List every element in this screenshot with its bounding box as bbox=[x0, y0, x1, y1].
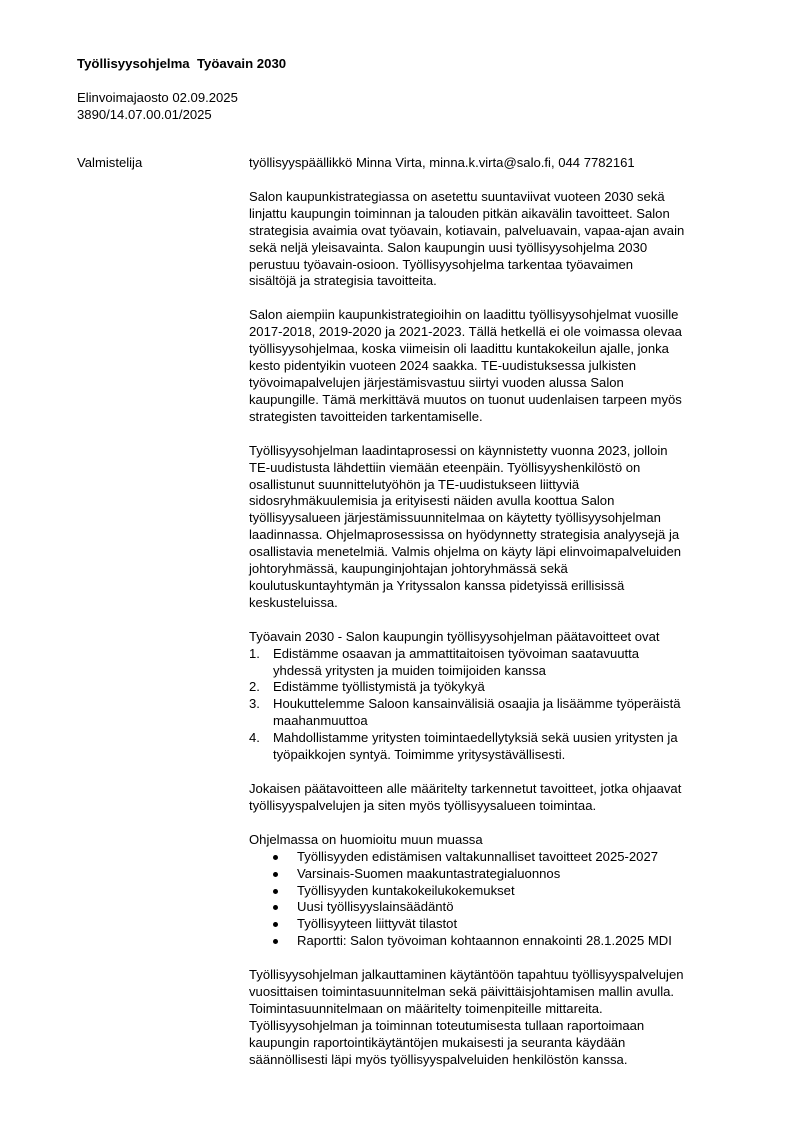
goals-list bbox=[249, 646, 741, 764]
goal-item bbox=[249, 646, 741, 680]
paragraph-line: Salon kaupunkistrategiassa on asetettu suuntaviivat vuoteen 2030 sekä bbox=[249, 188, 665, 204]
bullet-icon bbox=[273, 922, 278, 927]
committee-date: Elinvoimajaosto 02.09.2025 bbox=[77, 90, 238, 105]
considered-list bbox=[249, 849, 741, 950]
preparer-label: Valmistelija bbox=[77, 155, 143, 170]
bullet-icon bbox=[273, 889, 278, 894]
paragraph-line: työllisyysalueen järjestämissuunnitelmaa on käytetty työllisyysohjelman bbox=[249, 510, 661, 526]
goal-item bbox=[249, 696, 741, 730]
considered-item-text: Uusi työllisyyslainsäädäntö bbox=[297, 899, 454, 915]
paragraph bbox=[249, 443, 741, 612]
considered-item-text: Työllisyyteen liittyvät tilastot bbox=[297, 916, 458, 932]
document-meta bbox=[77, 90, 238, 124]
paragraph-line: työllisyyspalvelujen ja siten myös työllisyysalueen toimintaa. bbox=[249, 797, 597, 813]
bullet-icon bbox=[273, 939, 278, 944]
paragraph-line: linjattu kaupungin toiminnan ja talouden pitkän aikavälin tavoitteet. Salon bbox=[249, 205, 670, 221]
paragraph-line: sisältöjä ja strategisia tavoitteita. bbox=[249, 273, 437, 289]
paragraph-line: vuosittaisen toimintasuunnitelman sekä päivittäisjohtamisen mallin avulla. bbox=[249, 984, 675, 1000]
goal-number: 3. bbox=[249, 696, 260, 712]
goal-number: 4. bbox=[249, 730, 260, 746]
document-title: Työllisyysohjelma Työavain 2030 bbox=[77, 56, 287, 71]
implementation-paragraph bbox=[249, 967, 741, 1068]
considered-intro: Ohjelmassa on huomioitu muun muassa bbox=[249, 831, 483, 847]
paragraph-line: sidosryhmäkuulemisia ja erityisesti näiden avulla koottua Salon bbox=[249, 493, 615, 509]
paragraph bbox=[249, 307, 741, 425]
considered-item-text: Työllisyyden edistämisen valtakunnalliset tavoitteet 2025-2027 bbox=[297, 848, 659, 864]
considered-item bbox=[249, 916, 741, 933]
paragraph-line: Jokaisen päätavoitteen alle määritelty tarkennetut tavoitteet, jotka ohjaavat bbox=[249, 781, 682, 796]
considered-item bbox=[249, 933, 741, 950]
preparer-value: työllisyyspäällikkö Minna Virta, minna.k.virta@salo.fi, 044 7782161 bbox=[249, 155, 635, 170]
considered-item bbox=[249, 849, 741, 866]
paragraph-line: TE-uudistusta lähdettiin viemään eteenpäin. Työllisyyshenkilöstö on bbox=[249, 459, 641, 475]
record-number: 3890/14.07.00.01/2025 bbox=[77, 106, 212, 122]
goal-number: 1. bbox=[249, 645, 260, 661]
goal-item bbox=[249, 730, 741, 764]
goal-item bbox=[249, 679, 741, 696]
paragraph-line: kaupungille. Tämä merkittävä muutos on tuonut uudenlaisen tarpeen myös bbox=[249, 391, 682, 407]
paragraph-line: Toimintasuunnitelmaan on määritelty toimenpiteille mittareita. bbox=[249, 1000, 603, 1016]
goals-intro: Työavain 2030 - Salon kaupungin työllisyysohjelman päätavoitteet ovat bbox=[249, 628, 660, 644]
considered-item bbox=[249, 883, 741, 900]
targets-paragraph bbox=[249, 781, 741, 815]
considered-item bbox=[249, 899, 741, 916]
paragraph-line: keskusteluissa. bbox=[249, 594, 338, 610]
paragraph-line: 2017-2018, 2019-2020 ja 2021-2023. Tällä hetkellä ei ole voimassa olevaa bbox=[249, 324, 682, 340]
paragraph-line: työvoimapalvelujen järjestämisvastuu siirtyi vuoden alussa Salon bbox=[249, 374, 624, 390]
considered-item bbox=[249, 866, 741, 883]
paragraph-line: Työllisyysohjelman ja toiminnan toteutumisesta tullaan raportoimaan bbox=[249, 1017, 645, 1033]
goal-line: työpaikkojen syntyä. Toimimme yritysystävällisesti. bbox=[273, 747, 566, 763]
bullet-icon bbox=[273, 855, 278, 860]
considered-item-text: Varsinais-Suomen maakuntastrategialuonnos bbox=[297, 865, 561, 881]
paragraph-line: Salon aiempiin kaupunkistrategioihin on laadittu työllisyysohjelmat vuosille bbox=[249, 307, 679, 323]
bullet-icon bbox=[273, 905, 278, 910]
paragraph-line: perustuu työavain-osioon. Työllisyysohjelma tarkentaa työavaimen bbox=[249, 256, 634, 272]
paragraph-line: koulutuskuntayhtymän ja Yrityssalon kanssa pidetyissä erillisissä bbox=[249, 577, 625, 593]
paragraph-line: sekä neljä yleisavainta. Salon kaupungin uusi työllisyysohjelma 2030 bbox=[249, 239, 648, 255]
paragraph-line: johtoryhmässä, kaupunginjohtajan johtoryhmässä sekä bbox=[249, 561, 568, 577]
intro-paragraphs bbox=[249, 189, 741, 612]
paragraph bbox=[249, 189, 741, 290]
considered-item-text: Työllisyyden kuntakokeilukokemukset bbox=[297, 882, 515, 898]
goal-line: Edistämme työllistymistä ja työkykyä bbox=[273, 679, 485, 695]
paragraph-line: osallistunut suunnittelutyöhön ja TE-uudistukseen liittyviä bbox=[249, 476, 580, 492]
bullet-icon bbox=[273, 872, 278, 877]
considered-item-text: Raportti: Salon työvoiman kohtaannon ennakointi 28.1.2025 MDI bbox=[297, 933, 672, 949]
goal-line: yhdessä yritysten ja muiden toimijoiden kanssa bbox=[273, 662, 546, 678]
paragraph-line: työllisyysohjelmaa, koska viimeisin oli laadittu kuntakokeilun ajalle, jonka bbox=[249, 341, 669, 357]
paragraph-line: Työllisyysohjelman jalkauttaminen käytäntöön tapahtuu työllisyyspalvelujen bbox=[249, 967, 684, 983]
goal-number: 2. bbox=[249, 679, 260, 695]
document-body bbox=[249, 155, 741, 1086]
paragraph-line: säännöllisesti läpi myös työllisyyspalveluiden henkilöstön kanssa. bbox=[249, 1051, 628, 1067]
goal-line: Edistämme osaavan ja ammattitaitoisen työvoiman saatavuutta bbox=[273, 645, 640, 661]
paragraph-line: osallistavia menetelmiä. Valmis ohjelma on käyty läpi elinvoimapalveluiden bbox=[249, 544, 682, 560]
paragraph-line: strategisia avaimia ovat työavain, kotiavain, palveluavain, vapaa-ajan avain bbox=[249, 222, 685, 238]
goal-line: Mahdollistamme yritysten toimintaedellytyksiä sekä uusien yritysten ja bbox=[273, 730, 678, 746]
goal-line: Houkuttelemme Saloon kansainvälisiä osaajia ja lisäämme työperäistä bbox=[273, 696, 681, 712]
goal-line: maahanmuuttoa bbox=[273, 713, 368, 729]
paragraph-line: strategisten tavoitteiden tarkentamiselle. bbox=[249, 408, 483, 424]
paragraph-line: laadinnassa. Ohjelmaprosessissa on hyödynnetty strategisia analyysejä ja bbox=[249, 527, 680, 543]
paragraph-line: kaupungin raportointikäytäntöjen mukaisesti ja seuranta käydään bbox=[249, 1034, 626, 1050]
paragraph-line: Työllisyysohjelman laadintaprosessi on käynnistetty vuonna 2023, jolloin bbox=[249, 442, 668, 458]
paragraph-line: kesto pidentyikin vuoteen 2024 saakka. TE-uudistuksessa julkisten bbox=[249, 358, 636, 374]
